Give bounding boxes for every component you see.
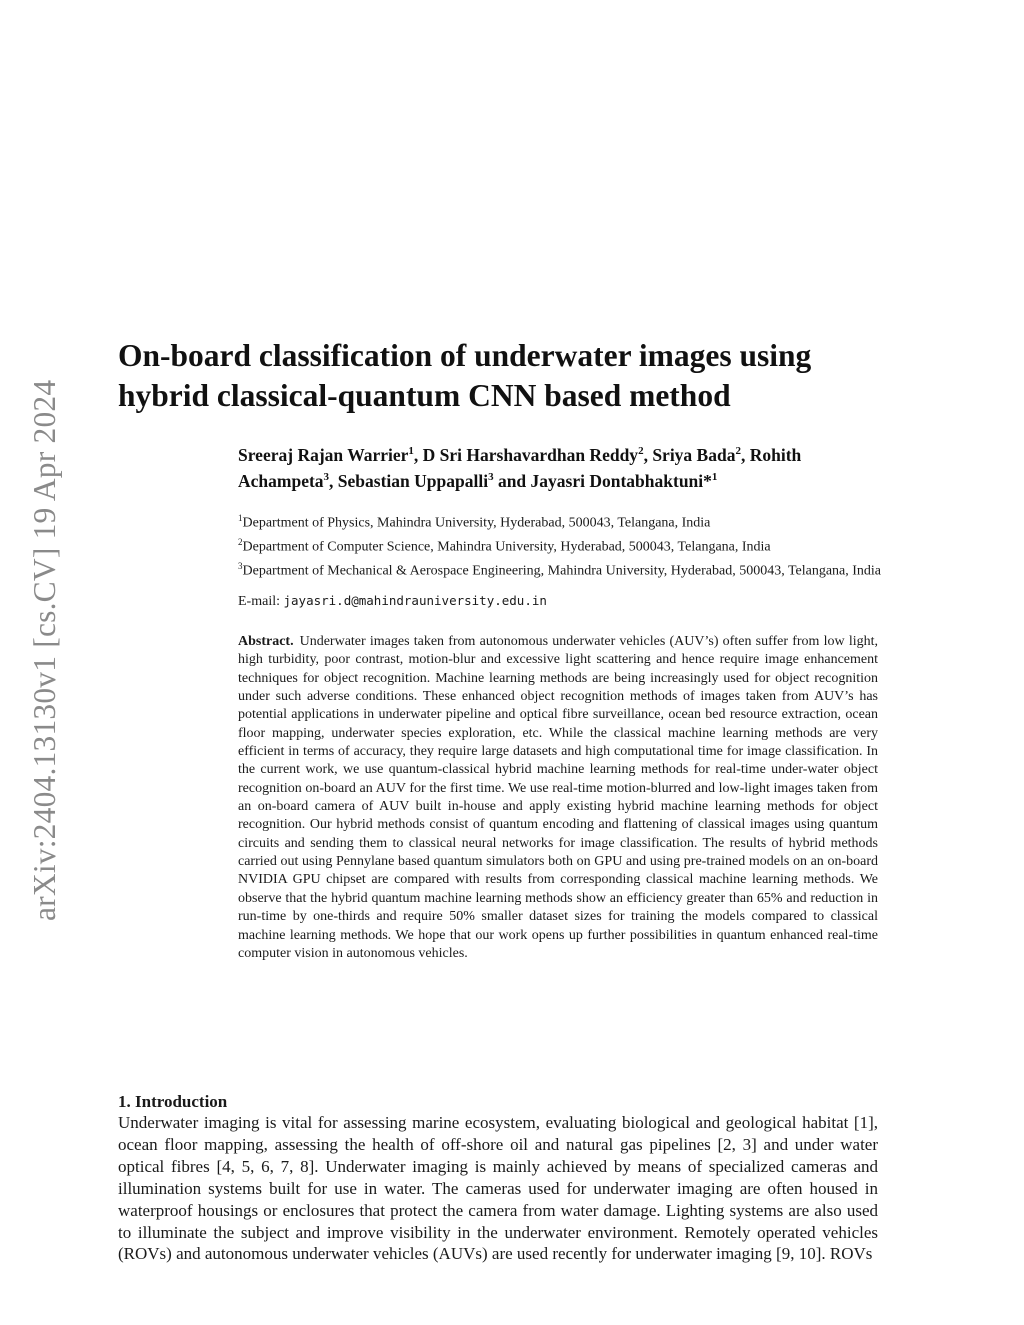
- author-name: Sreeraj Rajan Warrier: [238, 444, 409, 465]
- affiliation-mark: 3: [238, 561, 243, 572]
- email-address: jayasri.d@mahindrauniversity.edu.in: [283, 593, 547, 608]
- abstract-label: Abstract.: [238, 634, 294, 649]
- author-separator: and: [493, 470, 531, 491]
- author-separator: ,: [643, 444, 653, 465]
- affiliation-text: Department of Computer Science, Mahindra University, Hyderabad, 500043, Telangana, India: [242, 539, 771, 555]
- author-name: Sriya Bada: [652, 444, 736, 465]
- author-name: D Sri Harshavardhan Reddy: [422, 444, 639, 465]
- paper-title: On-board classification of underwater images using hybrid classical-quantum CNN based method: [118, 338, 812, 413]
- author-separator: ,: [329, 470, 338, 491]
- author-affiliation-mark: 1: [711, 470, 718, 483]
- author-name: Jayasri Dontabhaktuni*: [530, 470, 712, 491]
- abstract: [238, 633, 878, 963]
- contact-email: [238, 592, 898, 611]
- affiliation-text: Department of Mechanical & Aerospace Engineering, Mahindra University, Hyderabad, 500043, Telangana, India: [242, 563, 882, 579]
- affiliation: [238, 533, 898, 557]
- author-affiliation-mark: 3: [323, 470, 330, 483]
- email-label: E-mail:: [238, 594, 280, 609]
- affiliation-list: [238, 509, 898, 581]
- arxiv-identifier: arXiv:2404.13130v1 [cs.CV] 19 Apr 2024: [27, 379, 62, 921]
- affiliation: [238, 509, 898, 533]
- author-name: Rohith Achampeta: [238, 444, 802, 491]
- affiliation-mark: 2: [238, 537, 243, 548]
- author-separator: ,: [413, 444, 423, 465]
- affiliation-mark: 1: [238, 513, 243, 523]
- abstract-text: Underwater images taken from autonomous underwater vehicles (AUV’s) often suffer from low light, high turbidity, poor contrast, motion-blur and excessive light scattering and hence require image enhancement techniques for object recognition. Machine learning methods are being increasingly used for object recognition under such adverse conditions. These enhanced object recognition methods of images taken from AUV’s has potential applications in underwater pipeline and optical fibre surveillance, ocean bed resource extraction, ocean floor mapping, underwater species exploration, etc. While the classical machine learning methods are very efficient in terms of accuracy, they require large datasets and high computational time for image classification. In the current work, we use quantum-classical hybrid machine learning methods for real-time under-water object recognition on-board an AUV for the first time. We use real-time motion-blurred and low-light images taken from an on-board camera of AUV built in-house and apply existing hybrid machine learning methods for object recognition. Our hybrid methods consist of quantum encoding and flattening of classical images using quantum circuits and sending them to classical neural networks for image classification. The results of hybrid methods carried out using Pennylane based quantum simulators both on GPU and using pre-trained models on an on-board NVIDIA GPU chipset are compared with results from corresponding classical machine learning methods. We observe that the hybrid quantum machine learning methods show an efficiency greater than 65% and reduction in run-time by one-thirds and require 50% smaller dataset sizes for training the models compared to classical machine learning methods. We hope that our work opens up further possibilities in quantum enhanced real-time computer vision in autonomous vehicles.: [238, 634, 878, 961]
- author-name: Sebastian Uppapalli: [337, 470, 489, 491]
- introduction-paragraph: Underwater imaging is vital for assessing marine ecosystem, evaluating biological and geological habitat [1], ocean floor mapping, assessing the health of off-shore oil and natural gas pipelines [2, 3] and under water optical fibres [4, 5, 6, 7, 8]. Underwater imaging is mainly achieved by means of specialized cameras and illumination systems built for use in water. The cameras used for underwater imaging are often housed in waterproof housings or enclosures that protect the camera from water damage. Lighting systems are also used to illuminate the subject and improve visibility in the underwater environment. Remotely operated vehicles (ROVs) and autonomous underwater vehicles (AUVs) are used recently for underwater imaging [9, 10]. ROVs: [118, 1113, 878, 1264]
- author-affiliation-mark: 1: [408, 445, 414, 457]
- author-list: [238, 440, 898, 492]
- author-affiliation-mark: 3: [488, 470, 494, 483]
- author-affiliation-mark: 2: [638, 445, 644, 457]
- affiliation-text: Department of Physics, Mahindra University, Hyderabad, 500043, Telangana, India: [242, 515, 711, 531]
- author-separator: ,: [740, 444, 750, 465]
- section-heading-introduction: 1. Introduction: [118, 1092, 228, 1111]
- author-affiliation-mark: 2: [735, 445, 741, 457]
- affiliation: [238, 557, 898, 581]
